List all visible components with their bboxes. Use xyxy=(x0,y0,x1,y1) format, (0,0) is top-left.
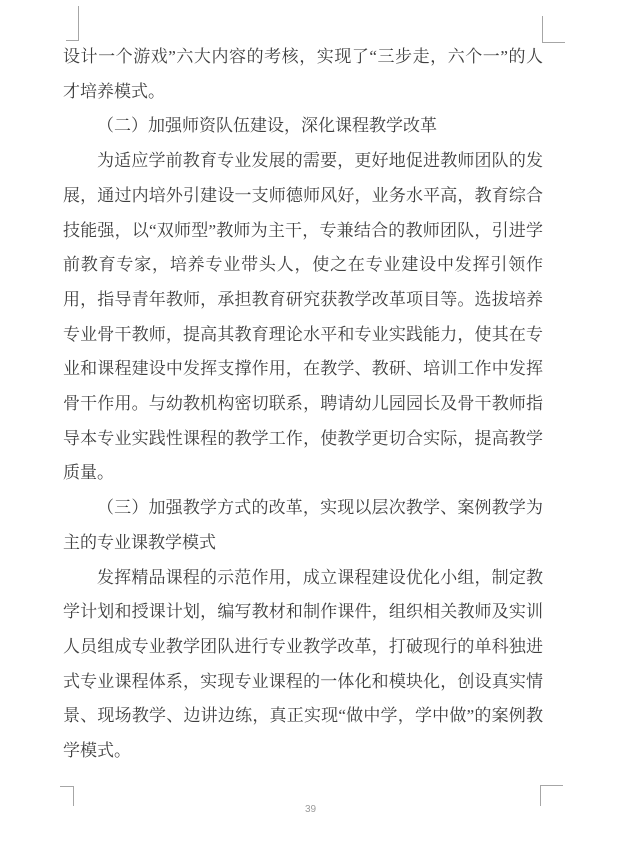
body-paragraph: 发挥精品课程的示范作用，成立课程建设优化小组，制定教学计划和授课计划，编写教材和制作课件，组织相关教师及实训人员组成专业教学团队进行专业教学改革，打破现行的单科独进式专业课程体系，实现专业课程的一体化和模块化，创设真实情景、现场教学、边讲边练，真正实现“做中学，学中做”的案例教学模式。 xyxy=(63,567,543,761)
page-text-area xyxy=(63,40,543,769)
page-number: 39 xyxy=(304,804,317,815)
body-paragraph: 为适应学前教育专业发展的需要，更好地促进教师团队的发展，通过内培外引建设一支师德师风好，业务水平高，教育综合技能强，以“双师型”教师为主干，专兼结合的教师团队，引进学前教育专家，培养专业带头人，使之在专业建设中发挥引领作用，指导青年教师，承担教育研究获教学改革项目等。选拔培养专业骨干教师，提高其教育理论水平和专业实践能力，使其在专业和课程建设中发挥支撑作用，在教学、教研、培训工作中发挥骨干作用。与幼教机构密切联系，聘请幼儿园园长及骨干教师指导本专业实践性课程的教学工作，使教学更切合实际，提高教学质量。 xyxy=(63,151,543,483)
text-boundary-mark-bottom-right xyxy=(540,785,563,806)
text-boundary-mark-bottom-left xyxy=(60,786,74,806)
continuation-paragraph: 设计一个游戏”六大内容的考核，实现了“三步走，六个一”的人才培养模式。 xyxy=(63,47,543,101)
section-heading: （三）加强教学方式的改革，实现以层次教学、案例教学为主的专业课教学模式 xyxy=(63,498,543,552)
text-boundary-mark-top-left xyxy=(66,6,79,41)
section-heading: （二）加强师资队伍建设，深化课程教学改革 xyxy=(97,116,437,136)
text-boundary-mark-top-right xyxy=(542,16,565,43)
